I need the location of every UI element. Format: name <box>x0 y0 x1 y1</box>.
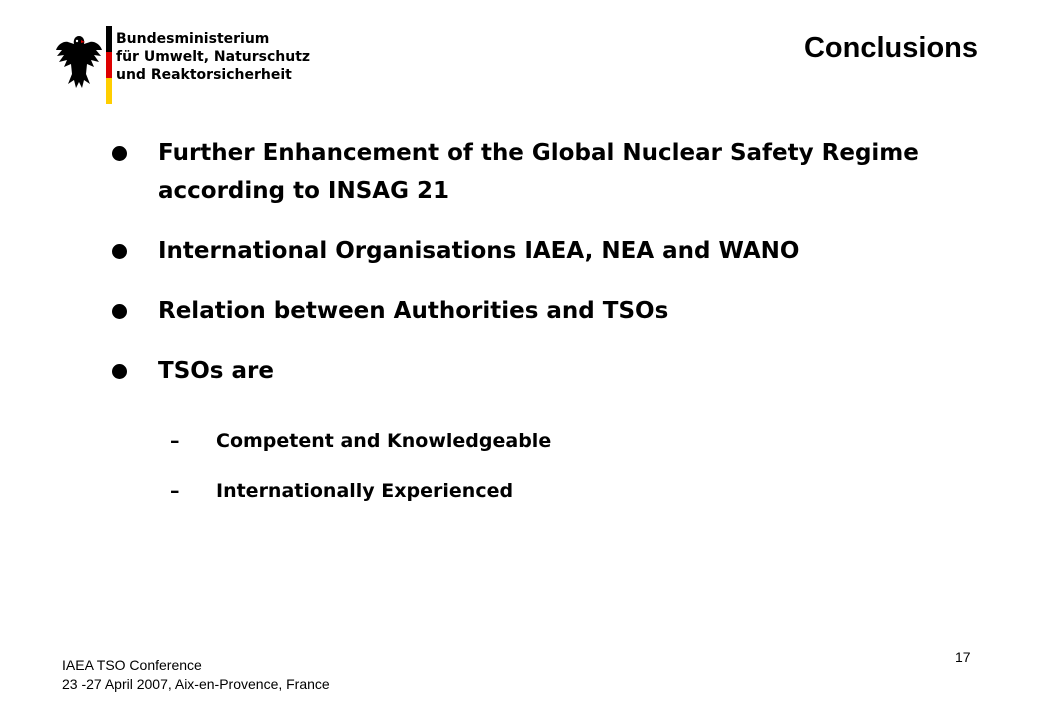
bullet-text-2: International Organisations IAEA, NEA and WANO <box>158 238 800 264</box>
flag-stripe-red <box>106 52 112 78</box>
sub-bullet-text-2: Internationally Experienced <box>216 480 514 502</box>
sub-bullet-text-1: Competent and Knowledgeable <box>216 430 552 452</box>
bullet-text-3: Relation between Authorities and TSOs <box>158 298 669 324</box>
footer-date-location: 23 -27 April 2007, Aix-en-Provence, France <box>62 676 330 692</box>
footer-conference: IAEA TSO Conference <box>62 657 202 673</box>
bullet-item-1 <box>108 134 988 210</box>
sub-bullet-item-2 <box>170 478 551 504</box>
bullet-item-4 <box>108 352 988 390</box>
ministry-logo <box>50 22 311 108</box>
bullet-item-3 <box>108 292 988 330</box>
bullet-text-4: TSOs are <box>158 358 274 384</box>
page-number: 17 <box>955 649 971 665</box>
flag-stripe-gold <box>106 78 112 104</box>
sub-bullet-marker: – <box>170 430 180 452</box>
ministry-name-line-3: und Reaktorsicherheit <box>116 67 292 83</box>
ministry-name-line-1: Bundesministerium <box>116 31 270 47</box>
bullet-dot-icon <box>112 244 127 259</box>
flag-bar <box>106 26 112 104</box>
ministry-name-line-2: für Umwelt, Naturschutz <box>116 49 311 65</box>
bullet-list <box>108 134 988 412</box>
eagle-icon <box>54 32 104 92</box>
flag-stripe-black <box>106 26 112 52</box>
sub-bullet-list <box>170 428 551 528</box>
bullet-item-2 <box>108 232 988 270</box>
bullet-dot-icon <box>112 146 127 161</box>
slide-title: Conclusions <box>803 32 978 64</box>
ministry-name <box>116 30 310 84</box>
bullet-dot-icon <box>112 364 127 379</box>
footer <box>62 656 330 694</box>
bullet-text-1: Further Enhancement of the Global Nuclear Safety Regime according to INSAG 21 <box>158 140 919 204</box>
bullet-dot-icon <box>112 304 127 319</box>
sub-bullet-item-1 <box>170 428 551 454</box>
sub-bullet-marker: – <box>170 480 180 502</box>
